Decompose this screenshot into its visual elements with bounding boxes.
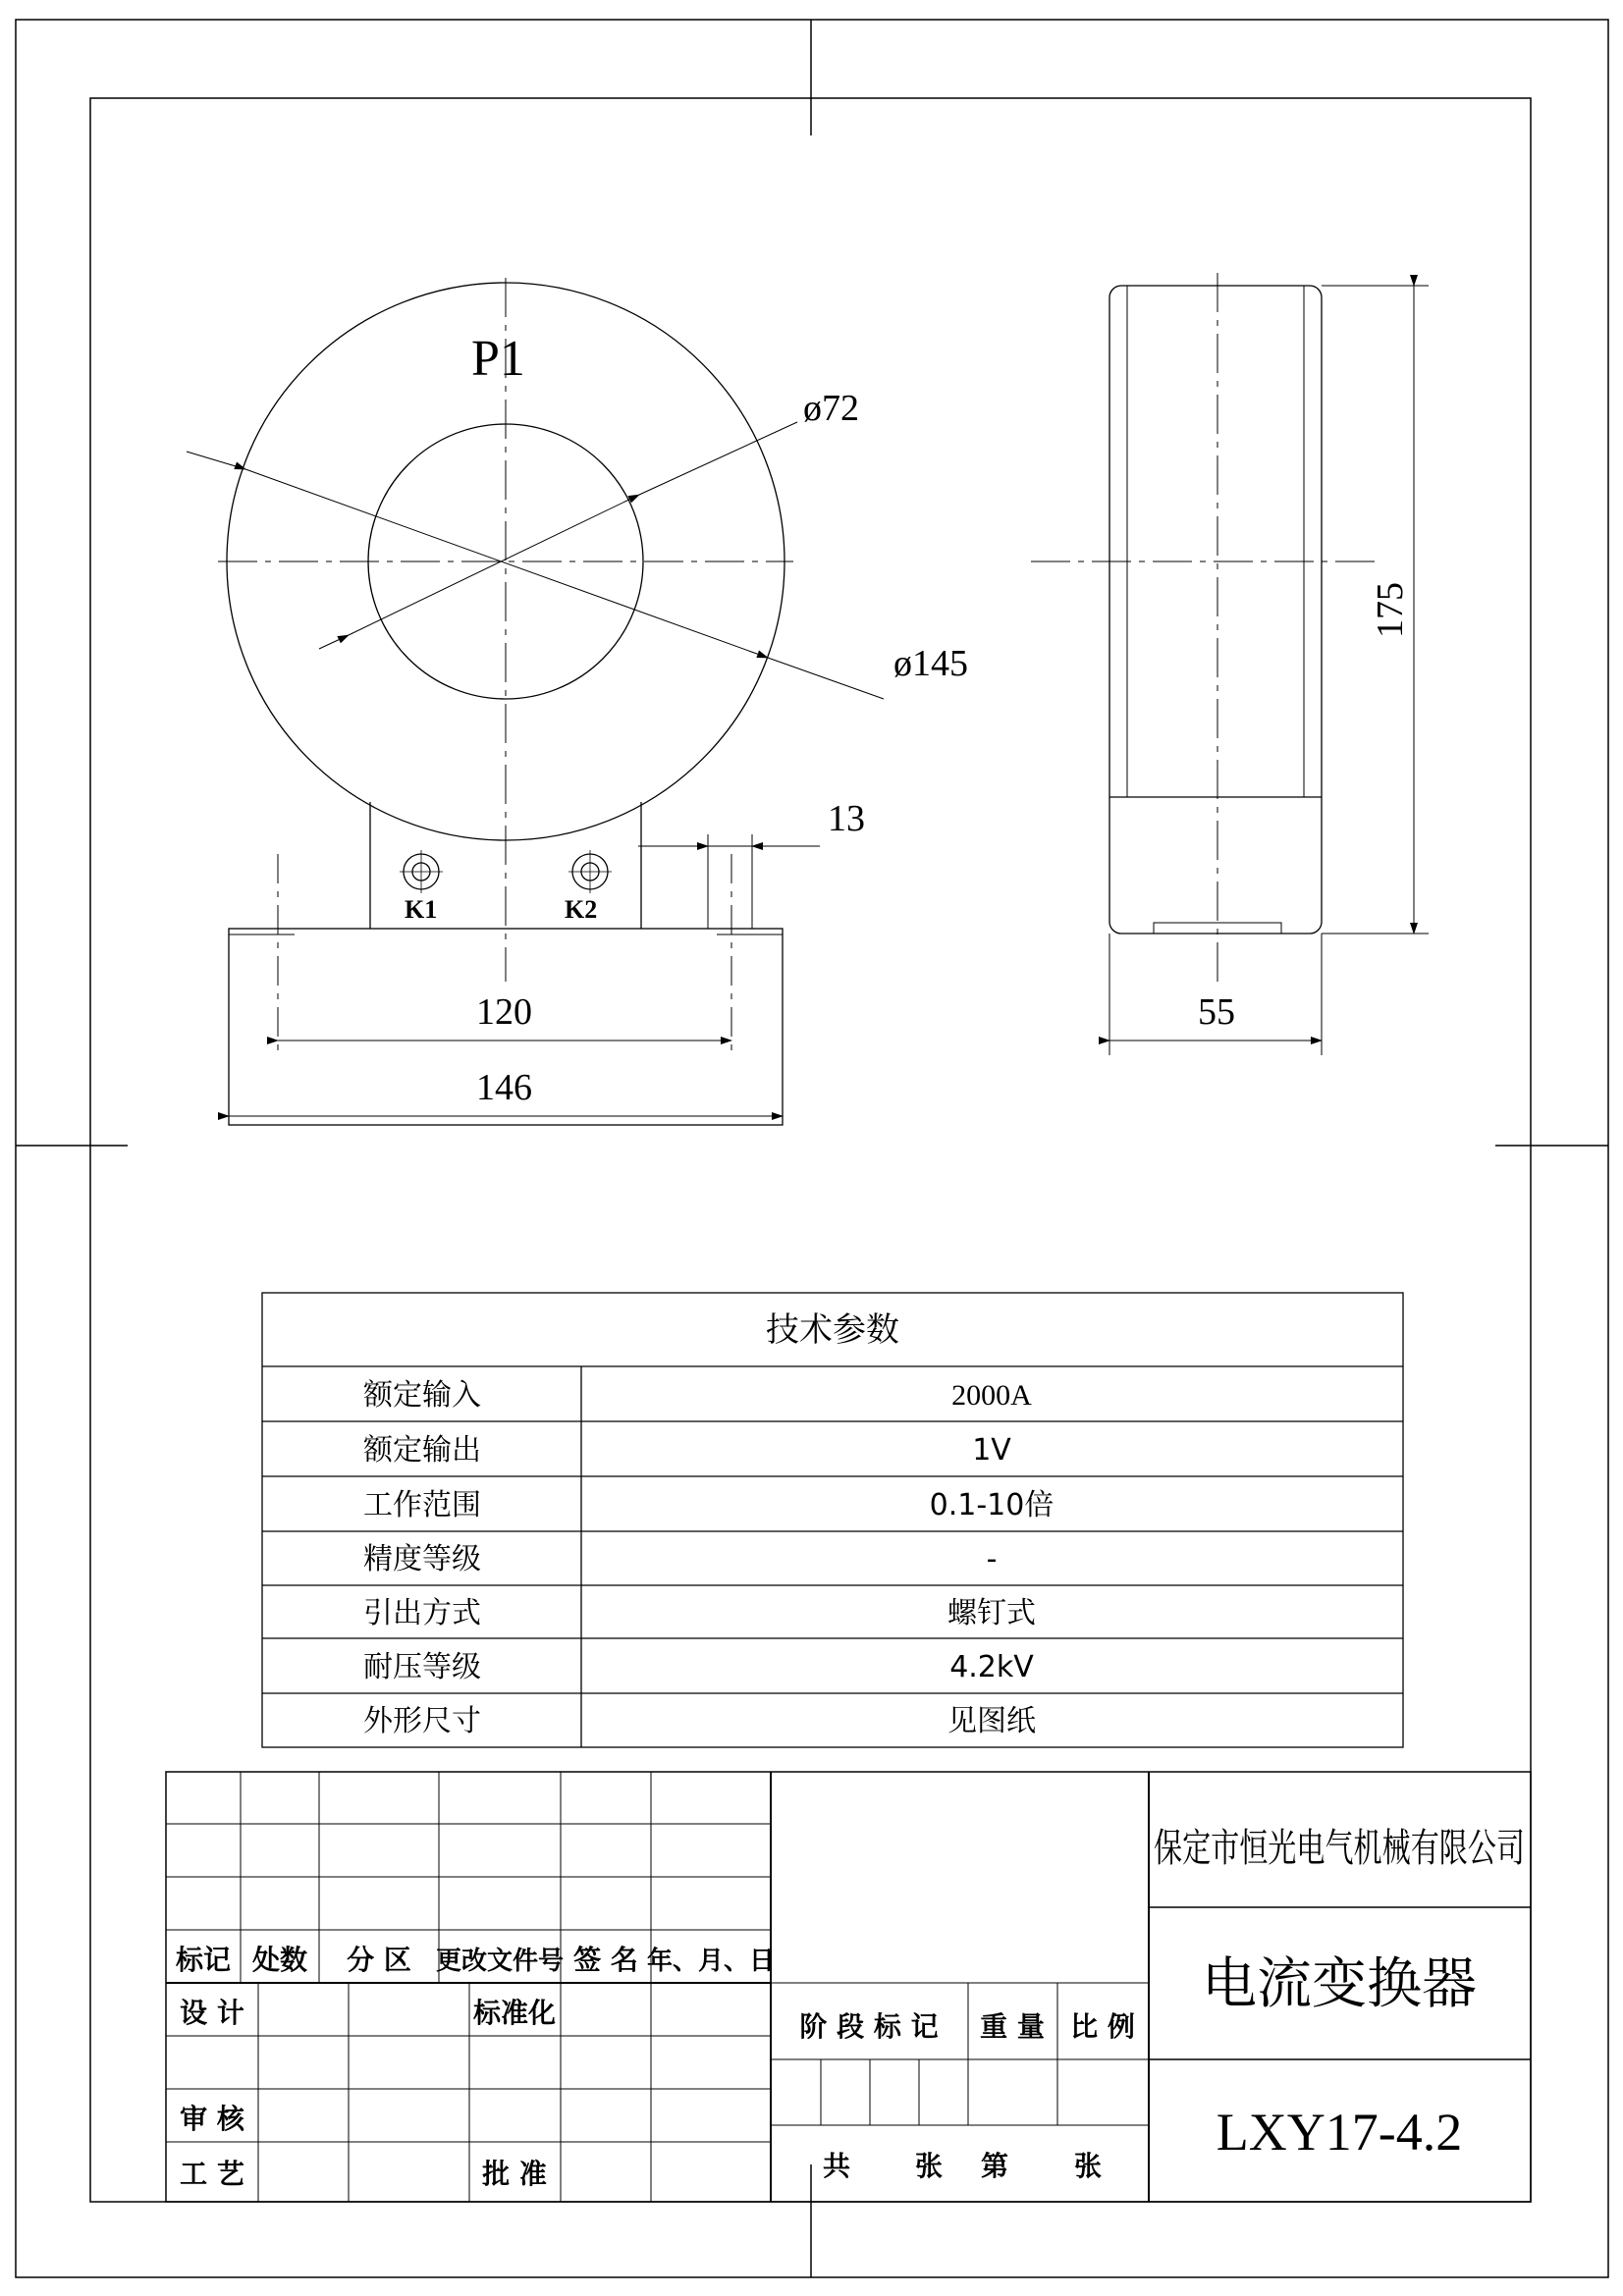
side-view [1031,273,1380,982]
role-process: 工 艺 [180,2158,244,2190]
tech-params-title: 技术参数 [766,1310,899,1350]
front-view-dimensions [187,422,884,1116]
role-approve: 批 准 [482,2158,547,2190]
param-name: 额定输入 [363,1378,481,1413]
param-value: 螺钉式 [947,1596,1036,1630]
view-label-p1: P1 [471,331,525,387]
dim-text-d72: ø72 [803,388,859,429]
sheet-unit-2: 张 [1073,2150,1103,2182]
rev-header-zone: 分 区 [347,1944,411,1976]
param-name: 额定输出 [363,1433,481,1468]
scale-label: 比 例 [1070,2010,1135,2043]
dim-text-146: 146 [476,1067,532,1108]
dim-text-13: 13 [828,798,865,839]
rev-header-count: 处数 [251,1944,308,1976]
param-value: 1V [972,1433,1011,1468]
param-value: 见图纸 [947,1704,1036,1738]
sheet-unit-1: 张 [914,2150,944,2182]
rev-header-doc: 更改文件号 [435,1947,565,1976]
side-view-dimensions [1109,286,1429,1055]
param-value: 2000A [951,1379,1032,1412]
role-standardization: 标准化 [472,1997,557,2029]
model-number: LXY17-4.2 [1216,2103,1463,2162]
sheet-frame [16,20,1608,2277]
dim-leader-d145 [245,469,768,658]
rev-header-mark: 标记 [175,1944,232,1976]
param-value: 0.1-10倍 [929,1488,1055,1522]
dim-text-175: 175 [1370,582,1411,638]
front-view-labels [405,331,968,1108]
rev-header-sign: 签 名 [573,1944,638,1976]
param-name: 精度等级 [363,1542,481,1576]
param-name: 工作范围 [363,1488,481,1522]
param-name: 外形尺寸 [363,1704,481,1738]
dim-text-120: 120 [476,991,532,1033]
dim-leader-d72 [349,495,639,635]
role-review: 审 核 [180,2103,244,2135]
terminal-label-k2: K2 [565,895,598,924]
tech-params-text [363,1310,1054,1738]
company-name: 保定市恒光电气机械有限公司 [1154,1826,1525,1871]
side-body [1109,286,1322,934]
title-block-text [176,1826,1525,2190]
param-name: 引出方式 [363,1596,481,1630]
param-value: - [986,1542,998,1576]
terminal-label-k1: K1 [405,895,438,924]
sheet-index-label: 第 [980,2150,1009,2182]
dim-text-55: 55 [1198,991,1235,1033]
outer-border [16,20,1608,2277]
stage-mark-label: 阶 段 标 记 [799,2010,939,2043]
product-name: 电流变换器 [1202,1952,1477,2016]
weight-label: 重 量 [980,2010,1045,2043]
role-design: 设 计 [180,1997,244,2029]
param-value: 4.2kV [949,1650,1034,1684]
rev-header-date: 年、月、日 [646,1947,776,1976]
sheet-total-label: 共 [822,2150,851,2182]
param-name: 耐压等级 [363,1650,481,1684]
dim-text-d145: ø145 [893,643,968,684]
